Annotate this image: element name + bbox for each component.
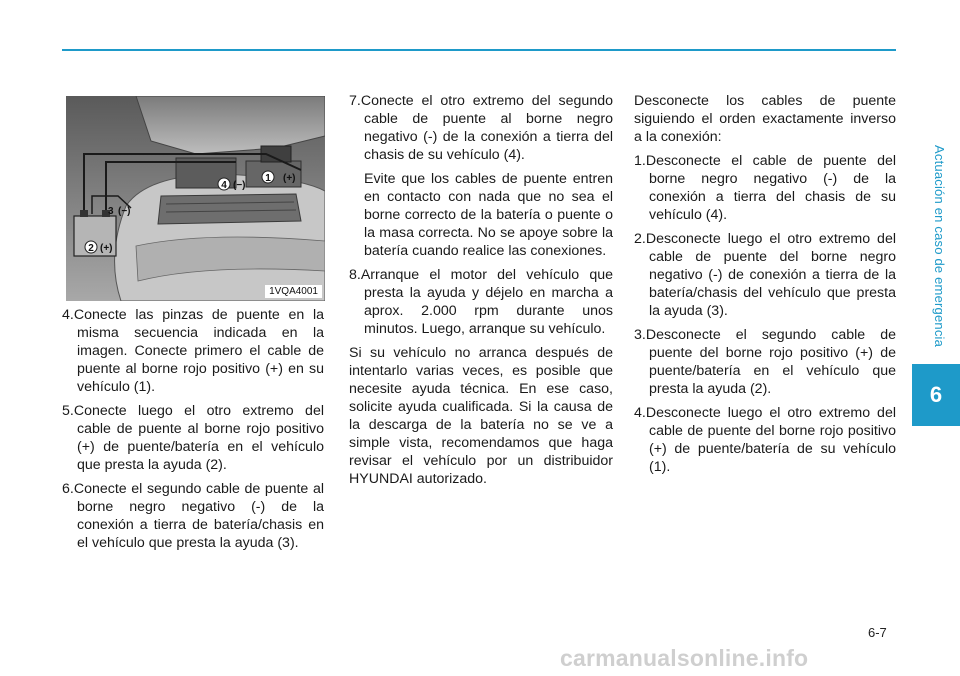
watermark: carmanualsonline.info: [560, 645, 809, 671]
svg-text:(+): (+): [283, 173, 296, 184]
svg-text:(−): (−): [233, 180, 246, 191]
disconnect-step-1: 1.Desconecte el cable de puente del borne negro negativo (-) de la conexión a tierra del chasis de su vehículo (4).: [634, 153, 896, 223]
step-7: 7.Conecte el otro extremo del segundo cable de puente al borne negro negativo (-) de la conexión a tierra del chasis de su vehículo (4).: [349, 93, 613, 163]
svg-text:2: 2: [88, 243, 94, 254]
column-right: [634, 92, 896, 482]
svg-text:4: 4: [221, 180, 227, 191]
engine-bay-drawing: [66, 96, 325, 301]
svg-text:1: 1: [265, 173, 271, 184]
column-middle: [349, 92, 613, 494]
svg-text:(−): (−): [118, 206, 131, 217]
step-8: 8.Arranque el motor del vehículo que presta la ayuda y déjelo en marcha a aprox. 2.000 rpm durante unos minutos. Luego, arranque su vehículo.: [349, 267, 613, 337]
jump-start-illustration: [66, 96, 325, 301]
step-6: 6.Conecte el segundo cable de puente al borne negro negativo (-) de la conexión a tierra de batería/chasis en el vehículo que presta la ayuda (3).: [62, 481, 324, 551]
disconnect-step-2: 2.Desconecte luego el otro extremo del cable de puente del borne negro negativo (-) de conexión a tierra de la batería/chasis del vehículo que presta la ayuda (3).: [634, 231, 896, 319]
chapter-tab: 6: [912, 364, 960, 426]
help-paragraph: Si su vehículo no arranca después de intentarlo varias veces, es posible que necesite ayuda técnica. En ese caso, solicite ayuda cualificada. Si la causa de la descarga de la batería no se ve a simple vista, recomendamos que haga revisar el vehículo por un distribuidor HYUNDAI autorizado.: [349, 345, 613, 487]
svg-text:3: 3: [108, 206, 114, 217]
svg-text:(+): (+): [100, 243, 113, 254]
disconnect-intro: Desconecte los cables de puente siguiendo el orden exactamente inverso a la conexión:: [634, 93, 896, 145]
section-title: Actuación en caso de emergencia: [932, 145, 947, 348]
header-rule: [62, 49, 896, 51]
column-left: [62, 306, 324, 558]
step-4: 4.Conecte las pinzas de puente en la misma secuencia indicada en la imagen. Conecte primero el cable de puente al borne rojo positivo (+) en su vehículo (1).: [62, 307, 324, 395]
disconnect-step-4: 4.Desconecte luego el otro extremo del cable de puente del borne rojo positivo (+) de puente/batería de su vehículo (1).: [634, 405, 896, 475]
figure-code: 1VQA4001: [265, 285, 322, 298]
step-7-note: Evite que los cables de puente entren en contacto con nada que no sea el borne correcto de la batería o puente o la masa correcta. No se apoye sobre la batería cuando realice las conexiones.: [364, 171, 613, 259]
page-number: 6-7: [868, 625, 887, 640]
disconnect-step-3: 3.Desconecte el segundo cable de puente del borne rojo positivo (+) de puente/batería en el vehículo que presta la ayuda (2).: [634, 327, 896, 397]
callout-3: [108, 206, 131, 217]
step-5: 5.Conecte luego el otro extremo del cable de puente al borne rojo positivo (+) de puente/batería en el vehículo que presta la ayuda (2).: [62, 403, 324, 473]
